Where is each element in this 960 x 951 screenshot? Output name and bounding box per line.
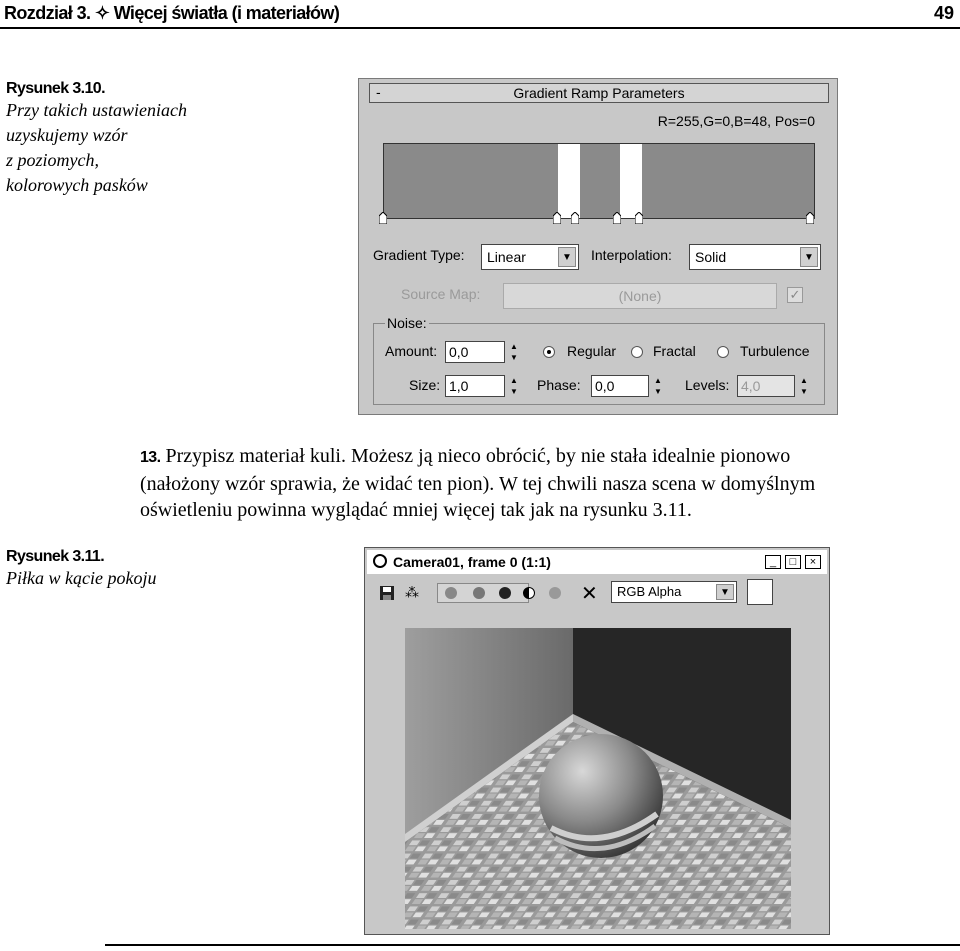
figure-3-11-caption xyxy=(6,548,156,591)
regular-label: Regular xyxy=(567,343,617,359)
white-stripe xyxy=(558,144,580,218)
turbulence-label: Turbulence xyxy=(740,343,810,359)
caption-line: z poziomych, xyxy=(6,150,99,170)
ramp-flag-icon[interactable] xyxy=(613,212,621,224)
levels-input[interactable] xyxy=(737,375,795,397)
noise-label: Noise: xyxy=(387,315,427,331)
interpolation-value: Solid xyxy=(695,249,727,265)
levels-value: 4,0 xyxy=(741,378,761,394)
amount-input[interactable] xyxy=(445,341,505,363)
levels-spinner[interactable]: ▲ ▼ xyxy=(800,376,808,396)
source-map-checkbox[interactable]: ✓ xyxy=(787,287,803,303)
chevron-down-icon[interactable]: ▼ xyxy=(558,247,576,267)
rendered-frame-window xyxy=(364,547,830,935)
phase-label: Phase: xyxy=(537,377,581,393)
maximize-icon[interactable]: □ xyxy=(785,555,801,569)
caption-line: kolorowych pasków xyxy=(6,175,148,195)
ramp-flag-icon[interactable] xyxy=(635,212,643,224)
amount-value: 0,0 xyxy=(449,344,469,360)
rendered-scene-image xyxy=(405,628,791,929)
step-line: Przypisz materiał kuli. Możesz ją nieco obrócić, by nie stała idealnie pionowo xyxy=(165,445,791,467)
channel-value: RGB Alpha xyxy=(617,584,682,599)
step-number: 13. xyxy=(140,449,161,466)
phase-spinner[interactable]: ▲ ▼ xyxy=(654,376,662,396)
save-icon[interactable] xyxy=(379,585,395,601)
step-line: oświetleniu powinna wyglądać mniej więcej tak jak na rysunku 3.11. xyxy=(140,499,692,521)
phase-value: 0,0 xyxy=(595,378,615,394)
window-title: Camera01, frame 0 (1:1) xyxy=(393,554,551,570)
window-title-bar[interactable] xyxy=(367,550,827,574)
gradient-type-value: Linear xyxy=(487,249,526,265)
figure-3-10-caption xyxy=(6,80,187,198)
color-swatch[interactable] xyxy=(747,579,773,605)
page-header xyxy=(0,0,960,28)
gradient-type-label: Gradient Type: xyxy=(373,247,465,263)
interpolation-label: Interpolation: xyxy=(591,247,672,263)
flag-value-readout: R=255,G=0,B=48, Pos=0 xyxy=(657,113,815,129)
collapse-icon[interactable]: - xyxy=(376,84,381,100)
clone-icon[interactable]: ⁂ xyxy=(405,584,419,600)
size-label: Size: xyxy=(409,377,441,393)
caption-line: uzyskujemy wzór xyxy=(6,125,128,145)
step-line: (nałożony wzór sprawia, że widać ten pion). W tej chwili nasza scena w domyślnym xyxy=(140,473,816,495)
green-channel-icon[interactable] xyxy=(473,587,485,599)
caption-line: Piłka w kącie pokoju xyxy=(6,568,157,588)
caption-line: Przy takich ustawieniach xyxy=(6,100,187,120)
phase-input[interactable] xyxy=(591,375,649,397)
ramp-flag-icon[interactable] xyxy=(571,212,579,224)
chevron-down-icon[interactable]: ▼ xyxy=(716,584,734,600)
blue-channel-icon[interactable] xyxy=(499,587,511,599)
source-map-label: Source Map: xyxy=(401,286,481,302)
step-13-text xyxy=(140,443,930,523)
fractal-radio[interactable] xyxy=(631,346,643,358)
figure-3-10-title: Rysunek 3.10. xyxy=(6,80,105,97)
figure-3-11-title: Rysunek 3.11. xyxy=(6,548,105,565)
levels-label: Levels: xyxy=(685,377,730,393)
size-input[interactable] xyxy=(445,375,505,397)
ramp-flag-icon[interactable] xyxy=(553,212,561,224)
alpha-icon[interactable] xyxy=(549,587,561,599)
footer-rule xyxy=(105,944,960,946)
mono-icon[interactable] xyxy=(523,587,535,599)
interpolation-dropdown[interactable] xyxy=(689,244,821,270)
close-icon[interactable]: × xyxy=(805,555,821,569)
size-value: 1,0 xyxy=(449,378,469,394)
channel-dropdown[interactable] xyxy=(611,581,737,603)
gradient-ramp-panel xyxy=(358,78,838,415)
red-channel-icon[interactable] xyxy=(445,587,457,599)
size-spinner[interactable]: ▲ ▼ xyxy=(510,376,518,396)
ramp-flag-icon[interactable] xyxy=(806,212,814,224)
source-map-button[interactable]: (None) xyxy=(503,283,777,309)
fractal-label: Fractal xyxy=(653,343,696,359)
rollout-title: Gradient Ramp Parameters xyxy=(513,85,685,101)
chapter-title: Rozdział 3. ✧ Więcej światła (i materiałów) xyxy=(4,3,340,23)
amount-label: Amount: xyxy=(385,343,438,359)
header-rule xyxy=(0,27,960,29)
frame-toolbar xyxy=(367,578,827,606)
ramp-flag-icon[interactable] xyxy=(379,212,387,224)
gradient-ramp[interactable] xyxy=(383,143,815,219)
clear-icon[interactable]: ✕ xyxy=(581,583,598,605)
rollout-title-bar[interactable] xyxy=(369,83,829,103)
chevron-down-icon[interactable]: ▼ xyxy=(800,247,818,267)
white-stripe xyxy=(620,144,642,218)
turbulence-radio[interactable] xyxy=(717,346,729,358)
regular-radio[interactable] xyxy=(543,346,555,358)
amount-spinner[interactable]: ▲ ▼ xyxy=(510,342,518,362)
gradient-type-dropdown[interactable] xyxy=(481,244,579,270)
page-number: 49 xyxy=(933,3,954,23)
minimize-icon[interactable]: _ xyxy=(765,555,781,569)
app-icon xyxy=(373,554,387,568)
